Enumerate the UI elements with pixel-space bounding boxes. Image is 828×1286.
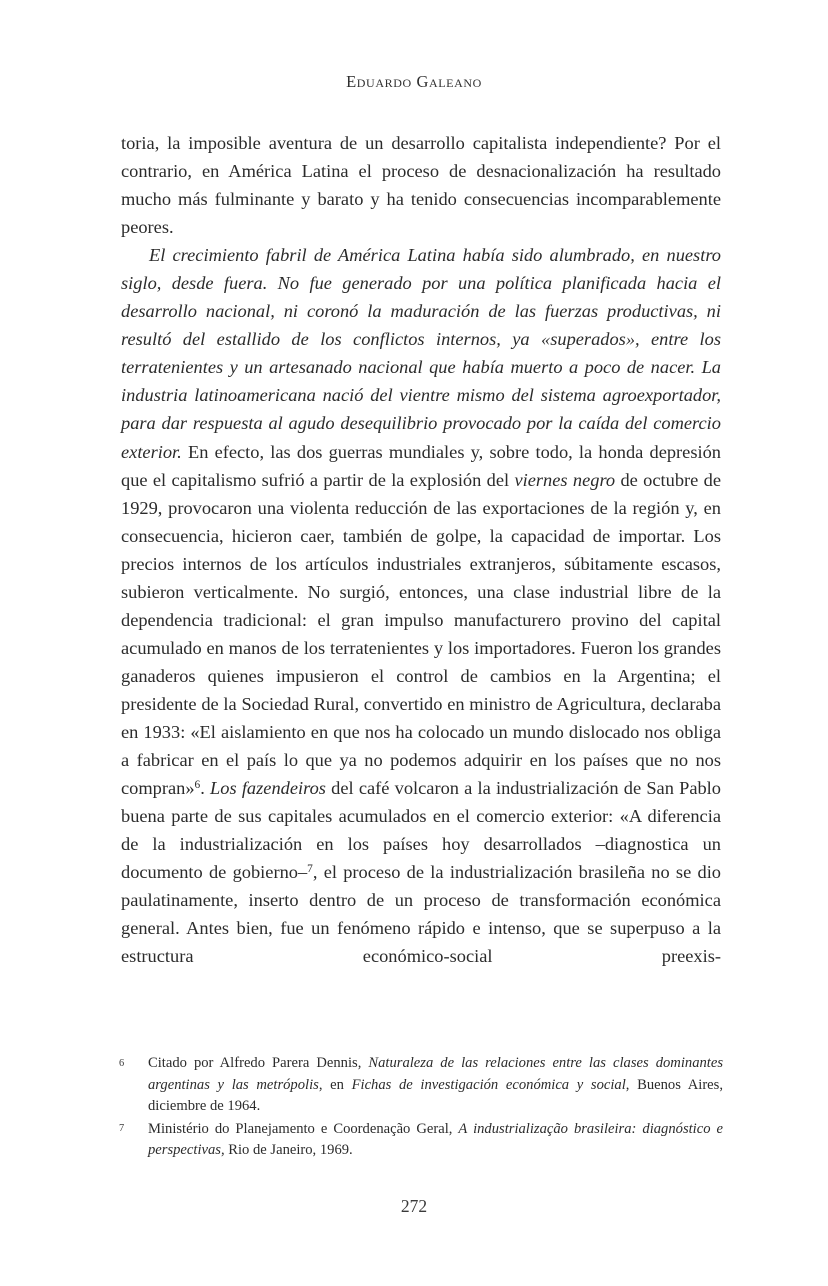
footnote-7 bbox=[119, 1119, 723, 1162]
main-text-block bbox=[121, 129, 721, 998]
italic-los-fazendeiros: Los fazendeiros bbox=[210, 778, 326, 799]
roman-run-2: de octubre de 1929, provocaron una violenta reducción de las exportaciones de la región y, en consecuencia, hicieron caer, también de golpe, la capacidad de importar. Los precios internos de los artículos industriales extranjeros, súbitamente escasos, subieron verticalmente. No surgió, entonces, una clase industrial libre de la dependencia tradicional: el gran impulso manufacturero provino del capital acumulado en manos de los terratenientes y los importadores. Fueron los grandes ganaderos quienes impusieron el control de cambios en la Argentina; el presidente de la Sociedad Rural, convertido en ministro de Agricultura, declaraba en 1933: «El aislamiento en que nos ha colocado un mundo dislocado nos obliga a fabricar en el país lo que ya no podemos adquirir en los países que no nos compran» bbox=[121, 469, 722, 799]
footnote-7-part-2: , Rio de Janeiro, 1969. bbox=[220, 1142, 353, 1159]
running-head: Eduardo Galeano bbox=[346, 72, 482, 91]
paragraph-1-text: toria, la imposible aventura de un desarrollo capitalista independiente? Por el contrario, en América Latina el proceso de desnacionalización ha resultado mucho más fulminante y barato y ha tenido consecuencias incomparablemente peores. bbox=[121, 133, 721, 238]
footnote-7-part-1: Ministério do Planejamento e Coordenação Geral, bbox=[148, 1120, 459, 1137]
footnote-6-part-3: , Buenos Aires, diciembre de 1964. bbox=[148, 1076, 723, 1115]
footnote-6 bbox=[119, 1053, 723, 1118]
footnote-marker-6: 6 bbox=[119, 1057, 125, 1069]
footnote-7-title-1: A industrialização brasileira: diagnóstico e perspectivas bbox=[148, 1120, 723, 1159]
italic-lead-sentence: El crecimiento fabril de América Latina había sido alumbrado, en nuestro siglo, desde fuera. No fue generado por una política planificada hacia el desarrollo nacional, ni coronó la maduración de las fuerzas productivas, ni resultó del estallido de los conflictos internos, ya «superados», entre los terratenientes y un artesanado nacional que había muerto a poco de nacer. La industria latinoamericana nació del vientre mismo del sistema agroexportador, para dar respuesta al agudo desequilibrio provocado por la caída del comercio exterior. bbox=[121, 245, 721, 462]
roman-run-5: , el proceso de la industrialización brasileña no se dio paulatinamente, inserto dentro de un proceso de transformación económica general. Antes bien, fue un fenómeno rápido e intenso, que se superpuso a la estructura económico-social preexis- bbox=[121, 862, 721, 967]
footnote-6-title-1: Naturaleza de las relaciones entre las clases dominantes argentinas y las metrópolis bbox=[148, 1055, 723, 1093]
paragraph-continuation bbox=[121, 129, 721, 241]
italic-viernes-negro: viernes negro bbox=[514, 469, 616, 490]
footnote-reference-7[interactable]: 7 bbox=[307, 863, 313, 876]
page-number: 272 bbox=[400, 1196, 428, 1216]
roman-run-3: . bbox=[200, 778, 211, 799]
footnote-6-part-1: Citado por Alfredo Parera Dennis, bbox=[148, 1055, 369, 1071]
paragraph-2 bbox=[121, 241, 721, 998]
footnote-marker-7: 7 bbox=[119, 1123, 125, 1135]
footnote-6-part-2: , en bbox=[318, 1076, 352, 1093]
footnote-reference-6[interactable]: 6 bbox=[194, 779, 201, 792]
footnote-6-title-2: Fichas de investigación económica y social bbox=[351, 1076, 626, 1093]
roman-run-4: del café volcaron a la industrialización de San Pablo buena parte de sus capitales acumulados en el comercio exterior: «A diferencia de la industrialización en los países hoy desarrollados –diagnostica un documento de gobierno– bbox=[121, 778, 721, 883]
roman-run-1: En efecto, las dos guerras mundiales y, sobre todo, la honda depresión que el capitalismo sufrió a partir de la explosión del bbox=[121, 441, 721, 490]
footnotes-section bbox=[119, 1053, 723, 1163]
